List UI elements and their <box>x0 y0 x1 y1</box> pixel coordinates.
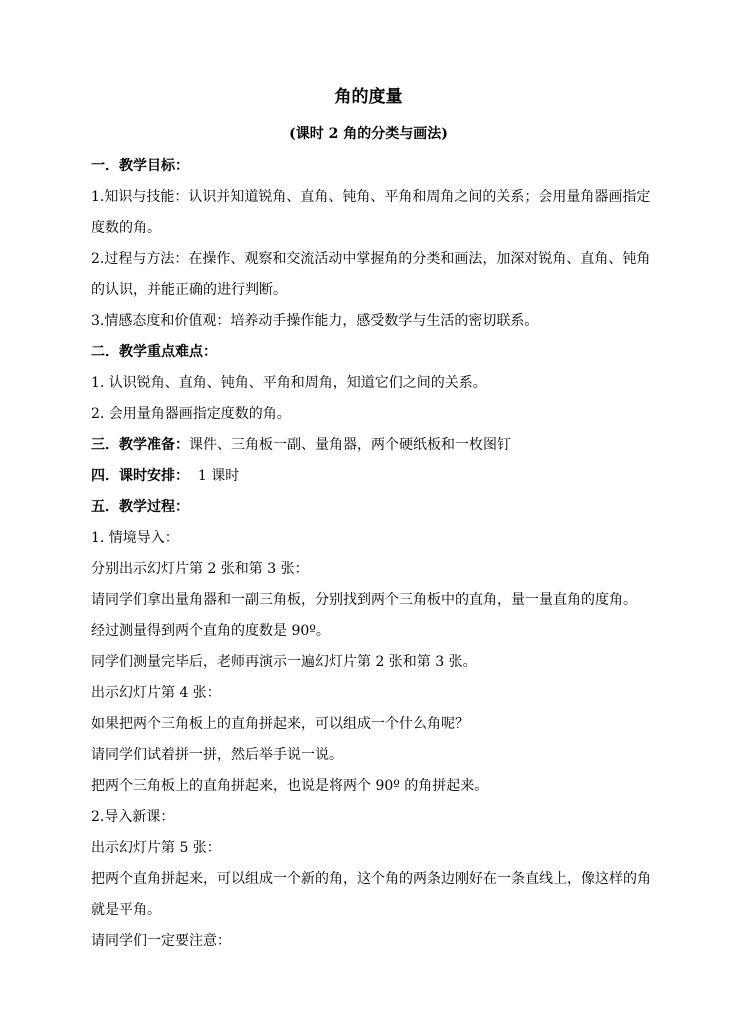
paragraph-line: 出示幻灯片第 5 张： <box>91 840 221 856</box>
paragraph-line: 出示幻灯片第 4 张： <box>91 685 221 701</box>
paragraph-line: 1. 情境导入： <box>91 530 179 546</box>
section-schedule <box>91 466 651 486</box>
section-heading-process: 五．教学过程： <box>91 499 189 515</box>
paragraph-line: 2. 会用量角器画指定度数的角。 <box>91 406 291 422</box>
preparation-text: 课件、三角板一副、量角器，两个硬纸板和一枚图钉 <box>189 437 511 453</box>
paragraph-line: 同学们测量完毕后，老师再演示一遍幻灯片第 2 张和第 3 张。 <box>91 654 477 670</box>
schedule-text: 1 课时 <box>189 468 240 484</box>
section-heading-objectives: 一．教学目标： <box>91 158 189 174</box>
paragraph-line: 请同学们一定要注意： <box>91 933 231 949</box>
paragraph-line: 请同学们拿出量角器和一副三角板，分别找到两个三角板中的直角，量一量直角的度角。 <box>91 592 637 608</box>
section-heading-schedule: 四．课时安排： <box>91 468 189 484</box>
paragraph-line: 2.导入新课： <box>91 809 175 825</box>
document-title: 角的度量 <box>334 87 403 107</box>
paragraph-line: 把两个直角拼起来，可以组成一个新的角，这个角的两条边刚好在一条直线上，像这样的角 <box>91 871 651 887</box>
paragraph-line: 度数的角。 <box>91 220 161 236</box>
paragraph-line: 2.过程与方法：在操作、观察和交流活动中掌握角的分类和画法，加深对锐角、直角、钝角 <box>91 251 651 267</box>
section-heading-preparation: 三．教学准备： <box>91 437 189 453</box>
paragraph-line: 3.情感态度和价值观：培养动手操作能力，感受数学与生活的密切联系。 <box>91 313 539 329</box>
paragraph-line: 经过测量得到两个直角的度数是 90º。 <box>91 623 330 639</box>
paragraph-line: 把两个三角板上的直角拼起来，也说是将两个 90º 的角拼起来。 <box>91 778 489 794</box>
paragraph-line: 如果把两个三角板上的直角拼起来，可以组成一个什么角呢？ <box>91 716 469 732</box>
paragraph-line: 就是平角。 <box>91 902 161 918</box>
paragraph-line: 的认识，并能正确的进行判断。 <box>91 282 287 298</box>
paragraph-line: 1.知识与技能：认识并知道锐角、直角、钝角、平角和周角之间的关系；会用量角器画指定 <box>91 189 651 205</box>
document-subtitle: (课时 2 角的分类与画法) <box>289 126 448 142</box>
section-preparation <box>91 435 651 455</box>
paragraph-line: 请同学们试着拼一拼，然后举手说一说。 <box>91 747 343 763</box>
section-heading-key-points: 二．教学重点难点： <box>91 344 217 360</box>
paragraph-line: 分别出示幻灯片第 2 张和第 3 张： <box>91 561 309 577</box>
paragraph-line: 1. 认识锐角、直角、钝角、平角和周角，知道它们之间的关系。 <box>91 375 487 391</box>
